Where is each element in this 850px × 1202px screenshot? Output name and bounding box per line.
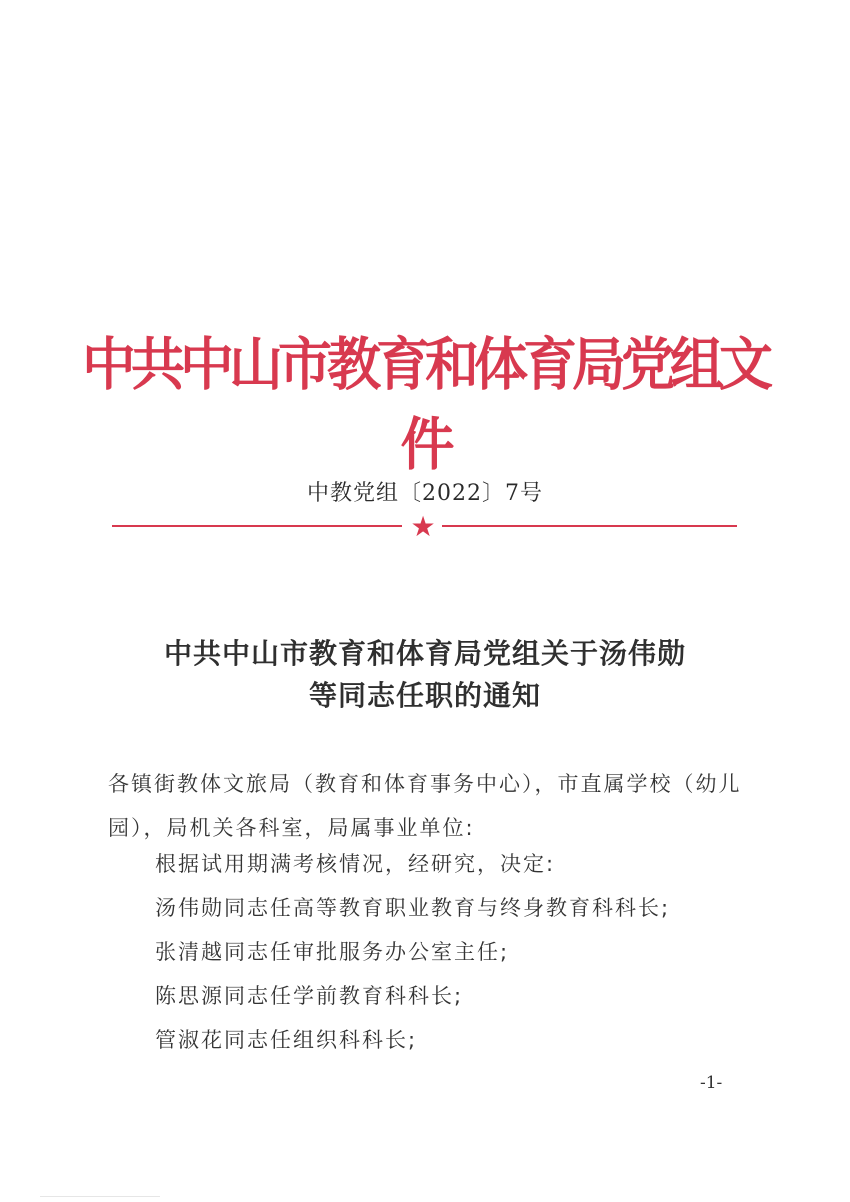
red-header-title: 中共中山市教育和体育局党组文件 bbox=[82, 330, 768, 478]
notice-title-line-1: 中共中山市教育和体育局党组关于汤伟勋 bbox=[163, 637, 686, 670]
scan-edge-mark bbox=[40, 1196, 160, 1197]
paragraph-appointment-1: 汤伟勋同志任高等教育职业教育与终身教育科科长; bbox=[155, 896, 671, 920]
notice-title bbox=[0, 633, 850, 717]
document-number: 中教党组〔2022〕7号 bbox=[307, 481, 543, 506]
page-number: -1- bbox=[700, 1073, 723, 1093]
paragraph-appointment-4: 管淑花同志任组织科科长; bbox=[155, 1028, 418, 1052]
red-rule-left bbox=[112, 525, 402, 527]
red-rule-right bbox=[442, 525, 737, 527]
paragraph-appointment-2: 张清越同志任审批服务办公室主任; bbox=[155, 940, 510, 964]
paragraph-appointment-3: 陈思源同志任学前教育科科长; bbox=[155, 984, 464, 1008]
paragraph-decision: 根据试用期满考核情况，经研究，决定: bbox=[155, 852, 556, 876]
addressee: 各镇街教体文旅局（教育和体育事务中心），市直属学校（幼儿园），局机关各科室，局属事业单位: bbox=[108, 772, 742, 840]
star-icon: ★ bbox=[410, 510, 436, 543]
notice-title-line-2: 等同志任职的通知 bbox=[308, 679, 541, 712]
